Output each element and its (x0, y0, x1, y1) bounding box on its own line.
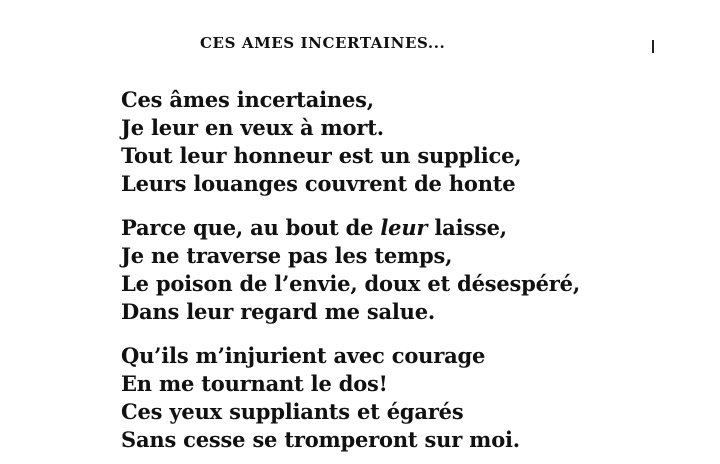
stanza-2 (121, 214, 580, 326)
poem-line: Sans cesse se tromperont sur moi. (121, 427, 520, 452)
poem-line: Leurs louanges couvrent de honte (121, 171, 516, 196)
poem-line: Qu’ils m’injurient avec courage (121, 343, 486, 368)
poem-line (121, 214, 580, 242)
poem-line: En me tournant le dos! (121, 371, 388, 396)
margin-mark (652, 40, 654, 53)
emphasized-word: leur (380, 215, 428, 240)
poem-line: Dans leur regard me salue. (121, 299, 436, 324)
poem-line: Je leur en veux à mort. (121, 115, 384, 140)
poem-title: CES AMES INCERTAINES... (200, 34, 446, 52)
stanza-3 (121, 342, 520, 454)
poem-line: Je ne traverse pas les temps, (121, 243, 453, 268)
line-text: Parce que, au bout de (121, 215, 381, 240)
poem-line: Le poison de l’envie, doux et désespéré, (121, 271, 580, 296)
poem-line: Ces yeux suppliants et égarés (121, 399, 464, 424)
stanza-1 (121, 86, 521, 198)
poem-line: Ces âmes incertaines, (121, 87, 374, 112)
poem-line: Tout leur honneur est un supplice, (121, 143, 522, 168)
line-text: laisse, (427, 215, 507, 240)
